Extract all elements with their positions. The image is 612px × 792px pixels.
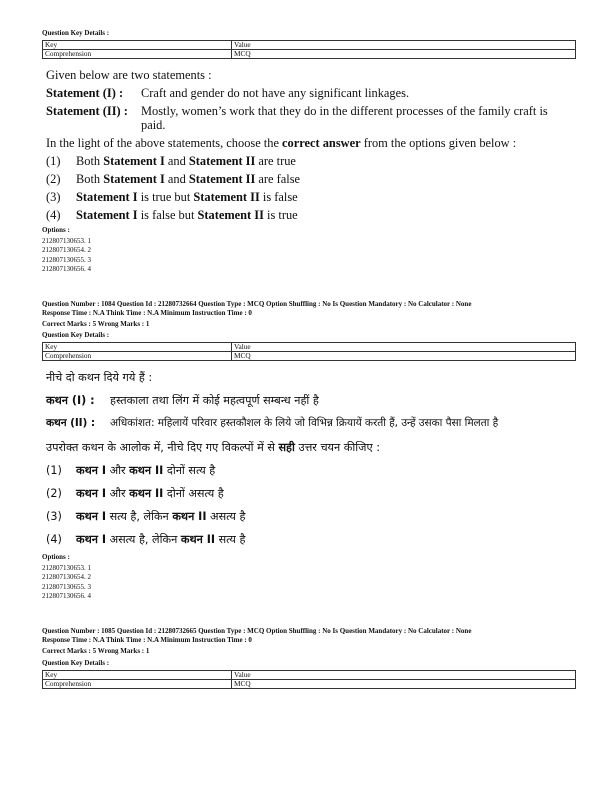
table-row bbox=[43, 41, 576, 50]
key-details-table bbox=[42, 40, 576, 59]
value-cell: MCQ bbox=[232, 352, 576, 361]
option-id: 212807130653. 1 bbox=[42, 564, 91, 572]
value-header: Value bbox=[232, 343, 576, 352]
option-id: 212807130655. 3 bbox=[42, 255, 91, 264]
option-id: 212807130655. 3 bbox=[42, 582, 91, 591]
table-row bbox=[43, 671, 576, 680]
table-row bbox=[43, 50, 576, 59]
question-intro: Given below are two statements : bbox=[46, 68, 212, 82]
choice-item: (2) Both Statement I and Statement II are false bbox=[46, 172, 301, 186]
statement-1: कथन (I) : हस्तकाला तथा लिंग में कोई महत्वपूर्ण सम्बन्ध नहीं है bbox=[46, 394, 319, 407]
choice-list bbox=[46, 463, 245, 555]
statement-2: कथन (II) : अधिकांशत: महिलायें परिवार हस्तकौशल के लिये जो विभिन्न क्रियायें करती हैं, उन्हें उसका पैसा मिलता है bbox=[46, 417, 499, 429]
option-id: 212807130656. 4 bbox=[42, 591, 91, 600]
key-header: Key bbox=[43, 671, 232, 680]
key-header: Key bbox=[43, 343, 232, 352]
option-id: 212807130654. 2 bbox=[42, 573, 91, 582]
question-meta: Question Number : 1084 Question Id : 21280732664 Question Type : MCQ Option Shuffling : No Is Question Mandatory : No Calculator : None bbox=[42, 300, 472, 308]
statement-1-label: Statement (I) : bbox=[46, 86, 124, 100]
option-id: 212807130656. 4 bbox=[42, 264, 91, 273]
choice-item: (4) कथन I असत्य है, लेकिन कथन II सत्य है bbox=[46, 533, 246, 546]
option-id: 212807130654. 2 bbox=[42, 246, 91, 255]
key-details-label: Question Key Details : bbox=[42, 659, 110, 667]
options-list bbox=[42, 564, 91, 601]
key-details-label: Question Key Details : bbox=[42, 29, 110, 37]
statement-1 bbox=[46, 85, 576, 101]
key-cell: Comprehension bbox=[43, 680, 232, 689]
choice-item: (2) कथन I और कथन II दोनों असत्य है bbox=[46, 487, 224, 500]
statement-2-continued: paid. bbox=[141, 118, 166, 132]
key-cell: Comprehension bbox=[43, 352, 232, 361]
choice-item: (3) कथन I सत्य है, लेकिन कथन II असत्य है bbox=[46, 510, 246, 523]
choice-item: (4) Statement I is false but Statement II is true bbox=[46, 208, 298, 222]
key-details-label: Question Key Details : bbox=[42, 331, 110, 339]
question-marks: Correct Marks : 5 Wrong Marks : 1 bbox=[42, 647, 150, 655]
statement-2-label: Statement (II) : bbox=[46, 104, 128, 118]
table-row bbox=[43, 343, 576, 352]
choice-list bbox=[46, 153, 300, 225]
table-row bbox=[43, 352, 576, 361]
value-cell: MCQ bbox=[232, 50, 576, 59]
statement-2-text: Mostly, women’s work that they do in the different processes of the family craft is bbox=[141, 104, 548, 118]
choice-item: (1) Both Statement I and Statement II are true bbox=[46, 154, 296, 168]
key-details-table bbox=[42, 342, 576, 361]
question-intro: नीचे दो कथन दिये गये हैं : bbox=[46, 371, 153, 384]
option-id: 212807130653. 1 bbox=[42, 237, 91, 245]
question-timing: Response Time : N.A Think Time : N.A Minimum Instruction Time : 0 bbox=[42, 636, 252, 644]
value-cell: MCQ bbox=[232, 680, 576, 689]
options-list bbox=[42, 237, 91, 274]
statement-1-text: Craft and gender do not have any significant linkages. bbox=[141, 86, 410, 100]
statement-2 bbox=[46, 103, 576, 119]
value-header: Value bbox=[232, 41, 576, 50]
value-header: Value bbox=[232, 671, 576, 680]
key-details-table bbox=[42, 670, 576, 689]
options-label: Options : bbox=[42, 226, 70, 234]
table-row bbox=[43, 680, 576, 689]
instruction: In the light of the above statements, choose the correct answer from the options given below : bbox=[46, 136, 517, 150]
question-marks: Correct Marks : 5 Wrong Marks : 1 bbox=[42, 320, 150, 328]
key-cell: Comprehension bbox=[43, 50, 232, 59]
key-header: Key bbox=[43, 41, 232, 50]
question-timing: Response Time : N.A Think Time : N.A Minimum Instruction Time : 0 bbox=[42, 309, 252, 317]
question-meta: Question Number : 1085 Question Id : 21280732665 Question Type : MCQ Option Shuffling : No Is Question Mandatory : No Calculator : None bbox=[42, 627, 472, 635]
instruction: उपरोक्त कथन के आलोक में, नीचे दिए गए विकल्पों में से सही उत्तर चयन कीजिए : bbox=[46, 441, 380, 454]
choice-item: (3) Statement I is true but Statement II is false bbox=[46, 190, 298, 204]
options-label: Options : bbox=[42, 553, 70, 561]
choice-item: (1) कथन I और कथन II दोनों सत्य है bbox=[46, 464, 216, 477]
